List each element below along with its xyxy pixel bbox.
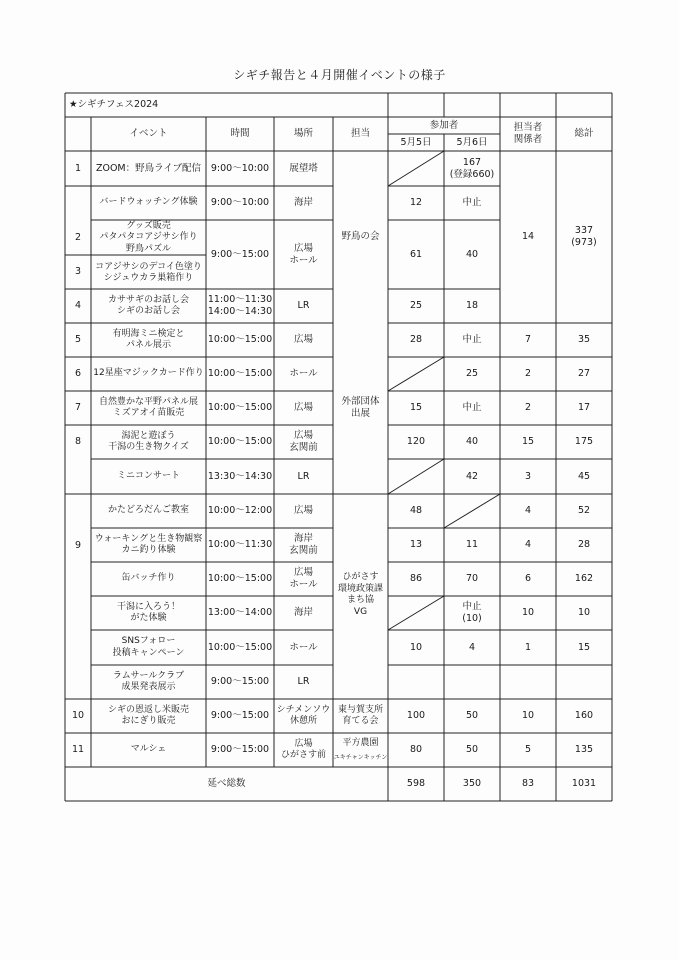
row-number: 1 (74, 162, 82, 174)
staff-group: 平方農園 (342, 738, 379, 749)
total-count: 162 (574, 573, 594, 584)
header-may6: 5月6日 (456, 136, 488, 148)
total-count: 35 (577, 334, 591, 345)
event-time: 13:30～14:30 (207, 470, 273, 482)
event-name: マルシェ (130, 744, 167, 755)
row-number: 2 (74, 231, 82, 243)
may5-count: 10 (409, 641, 423, 653)
row-number: 3 (74, 266, 82, 277)
related-count: 1 (524, 641, 532, 653)
may5-count: 15 (409, 402, 423, 413)
event-time: 9:00～10:00 (210, 197, 270, 208)
event-place: 広場 (293, 402, 313, 413)
related-count: 6 (524, 573, 532, 584)
may6-count: 中止 (462, 197, 482, 208)
may6-count: 18 (465, 300, 479, 311)
event-time: 10:00～12:00 (207, 505, 273, 516)
may6-count: 40 (465, 436, 479, 447)
related-count: 10 (521, 607, 535, 618)
event-place: LR (297, 470, 310, 482)
document-title: シギチ報告と４月開催イベントの様子 (233, 68, 446, 82)
header-event: イベント (129, 128, 168, 139)
summary-total: 1031 (571, 778, 597, 789)
may6-count: 中止 (10) (462, 601, 482, 624)
event-time: 10:00～15:00 (207, 402, 273, 413)
event-time: 11:00～11:30 14:00～14:30 (207, 294, 273, 317)
event-name: グッズ販売 パタパタコアジサシ作り 野鳥パズル (99, 220, 198, 254)
summary-related: 83 (521, 778, 535, 789)
row-number: 11 (71, 744, 85, 755)
event-name: 12星座マジックカード作り (93, 368, 204, 379)
may5-count: 120 (406, 436, 426, 447)
related-count: 2 (524, 402, 532, 413)
event-name: SNSフォロー 投稿キャンペーン (112, 636, 185, 658)
header-staff: 担当 (350, 128, 370, 139)
may6-count: 4 (468, 641, 476, 653)
header-time: 時間 (230, 128, 250, 139)
event-name: カササギのお話し会 シギのお話し会 (107, 294, 189, 316)
may6-count: 50 (465, 744, 479, 755)
total-count: 160 (574, 710, 594, 721)
related-count: 2 (524, 368, 532, 379)
related-count: 7 (524, 334, 532, 345)
event-name: ZOOM：野鳥ライブ配信 (95, 162, 202, 174)
event-name: ウォーキングと生き物観察 カニ釣り体験 (94, 533, 203, 555)
may6-count: 40 (465, 248, 479, 260)
event-time: 10:00～15:00 (207, 641, 273, 653)
staff-group: 東与賀支所 育てる会 (337, 704, 383, 726)
may5-count: 80 (409, 744, 423, 755)
event-place: 展望塔 (289, 162, 318, 174)
event-time: 9:00～15:00 (210, 676, 270, 687)
event-place: シチメンソウ 休憩所 (276, 704, 331, 726)
section-label: ★シギチフェス2024 (69, 99, 159, 110)
event-place: 海岸 (293, 197, 313, 208)
event-place: 広場 玄関前 (289, 430, 318, 453)
event-time: 10:00～15:00 (207, 573, 273, 584)
event-place: 広場 ホール (289, 567, 318, 590)
event-place: 海岸 (293, 607, 313, 618)
event-name: 有明海ミニ検定と パネル展示 (112, 328, 185, 350)
event-name: 潟泥と遊ぼう 干潟の生き物クイズ (108, 430, 189, 452)
event-name: ラムサールクラブ 成果発表展示 (112, 670, 185, 692)
staff-group: ひがさす 環境政策課 まち協 VG (337, 572, 383, 617)
event-time: 10:00～15:00 (207, 334, 273, 345)
staff-group: 外部団体 出展 (341, 396, 380, 419)
total-count: 17 (577, 402, 591, 413)
related-count: 14 (521, 231, 535, 242)
event-name: かたどろだんご教室 (107, 505, 189, 516)
event-place: 広場 (293, 505, 313, 516)
related-count: 10 (521, 710, 535, 721)
event-time: 9:00～10:00 (210, 162, 270, 174)
header-participants: 参加者 (429, 119, 459, 131)
related-count: 3 (524, 470, 532, 482)
event-place: ホール (289, 368, 318, 379)
related-count: 4 (524, 539, 532, 550)
event-time: 9:00～15:00 (210, 710, 270, 721)
header-total: 総計 (574, 128, 594, 139)
related-count: 4 (524, 505, 532, 516)
row-number: 6 (74, 368, 82, 379)
event-time: 13:00～14:00 (207, 607, 273, 618)
may6-count: 25 (465, 368, 479, 379)
row-number: 7 (74, 402, 82, 413)
may6-count: 70 (465, 573, 479, 584)
staff-group: ユキチャンキッチン (333, 754, 388, 761)
event-place: LR (297, 300, 310, 311)
may5-count: 12 (409, 197, 423, 208)
header-place: 場所 (293, 128, 313, 139)
row-number: 10 (71, 710, 85, 721)
event-time: 9:00～15:00 (210, 744, 270, 755)
total-count: 45 (577, 470, 591, 482)
event-name: ミニコンサート (116, 470, 180, 481)
event-name: 干潟に入ろう！ がた体験 (116, 601, 180, 623)
row-number: 8 (74, 436, 82, 447)
related-count: 15 (521, 436, 535, 447)
total-count: 27 (577, 368, 591, 379)
event-name: 自然豊かな平野パネル展 ミズアオイ苗販売 (98, 396, 198, 418)
event-time: 9:00～15:00 (210, 248, 270, 260)
related-count: 5 (524, 744, 532, 755)
may6-count: 中止 (462, 402, 482, 413)
total-count: 10 (577, 607, 591, 618)
event-place: 広場 ひがさす前 (280, 738, 326, 760)
row-number: 9 (74, 539, 82, 551)
event-place: 広場 ホール (289, 242, 318, 266)
total-count: 337 (973) (571, 225, 597, 248)
may5-count: 25 (409, 300, 423, 311)
may5-count: 48 (409, 505, 423, 516)
may5-count: 86 (409, 573, 423, 584)
may6-count: 167 (登録660) (449, 156, 495, 180)
summary-may6: 350 (462, 778, 482, 789)
row-number: 5 (74, 334, 82, 345)
may6-count: 50 (465, 710, 479, 721)
total-count: 52 (577, 505, 591, 516)
may6-count: 11 (465, 539, 479, 550)
event-time: 10:00～15:00 (207, 368, 273, 379)
event-place: 海岸 玄関前 (289, 533, 318, 556)
event-name: シギの恩返し米販売 おにぎり販売 (107, 704, 189, 726)
may5-count: 61 (409, 248, 423, 260)
total-count: 175 (574, 436, 594, 447)
may6-count: 42 (465, 470, 479, 482)
event-place: 広場 (293, 334, 313, 345)
header-related: 担当者 関係者 (513, 122, 543, 145)
staff-group: 野鳥の会 (341, 231, 380, 242)
may5-count: 28 (409, 334, 423, 345)
event-time: 10:00～11:30 (207, 539, 273, 550)
summary-label: 延べ総数 (207, 778, 246, 789)
event-name: バードウォッチング体験 (99, 197, 198, 208)
summary-may5: 598 (406, 778, 426, 789)
event-name: 缶バッチ作り (121, 573, 176, 584)
total-count: 135 (574, 744, 594, 755)
event-time: 10:00～15:00 (207, 436, 273, 447)
total-count: 28 (577, 539, 591, 550)
total-count: 15 (577, 641, 591, 653)
may5-count: 13 (409, 539, 423, 550)
may5-count: 100 (406, 710, 426, 721)
event-place: ホール (289, 641, 318, 653)
header-may5: 5月5日 (400, 136, 432, 148)
event-name: コアジサシのデコイ色塗り シジュウカラ巣箱作り (95, 261, 202, 283)
may6-count: 中止 (462, 334, 482, 345)
row-number: 4 (74, 300, 82, 311)
event-place: LR (297, 676, 310, 687)
